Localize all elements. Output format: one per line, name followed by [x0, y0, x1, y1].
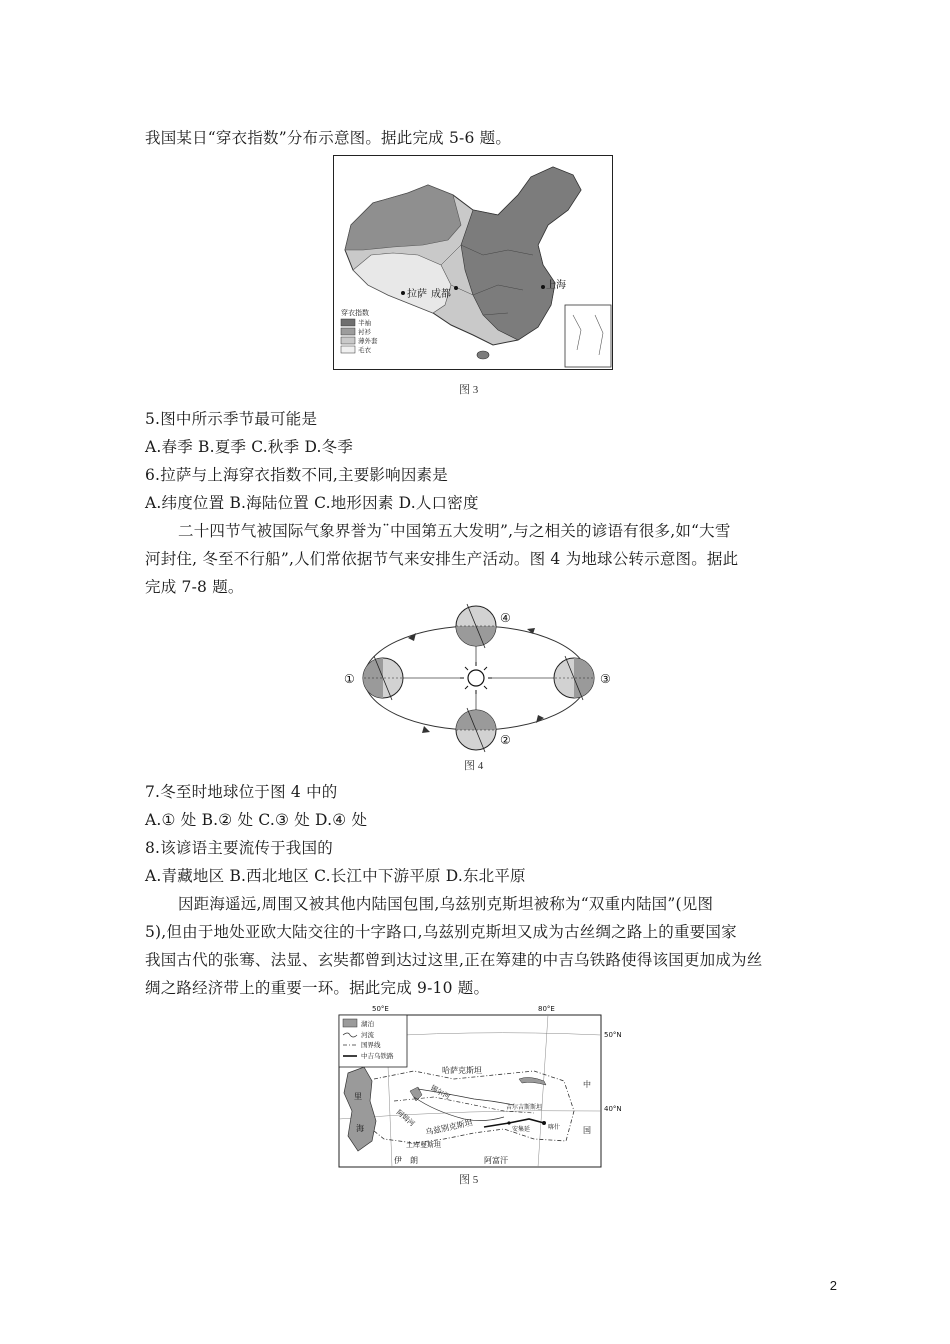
- figure-5-caption: 图 5: [459, 1174, 479, 1186]
- position-label-1: ①: [344, 672, 355, 686]
- position-label-4: ④: [500, 611, 511, 625]
- label-turkmenistan: 土库曼斯坦: [406, 1141, 441, 1149]
- figure-5-map: [334, 1001, 634, 1175]
- figure-3-caption: 图 3: [459, 384, 479, 396]
- label-afghanistan: 阿富汗: [484, 1156, 508, 1165]
- lat-50n: 50°N: [604, 1031, 622, 1039]
- label-syr-river: 锡尔河: [429, 1083, 452, 1102]
- intro-5-6: 我国某日“穿衣指数”分布示意图。据此完成 5-6 题。: [145, 129, 512, 147]
- legend-title: 穿衣指数: [341, 309, 369, 317]
- legend-item: 国界线: [361, 1041, 381, 1049]
- passage-7-8-line: 完成 7-8 题。: [145, 578, 244, 596]
- legend-item: 薄外套: [358, 337, 378, 345]
- label-uzbekistan: 乌兹别克斯坦: [424, 1118, 474, 1137]
- legend-item: 衬衫: [358, 328, 371, 336]
- label-china-1: 中: [583, 1080, 591, 1089]
- question-5-stem: 5.图中所示季节最可能是: [145, 410, 318, 428]
- question-6-stem: 6.拉萨与上海穿衣指数不同,主要影响因素是: [145, 466, 448, 484]
- passage-9-10-line: 因距海遥远,周围又被其他内陆国包围,乌兹别克斯坦被称为“双重内陆国”(见图: [178, 895, 714, 913]
- question-6-options: A.纬度位置 B.海陆位置 C.地形因素 D.人口密度: [145, 494, 479, 512]
- passage-7-8-line: 河封住, 冬至不行船”,人们常依据节气来安排生产活动。图 4 为地球公转示意图。据此: [145, 550, 739, 568]
- label-kazakhstan: 哈萨克斯坦: [442, 1066, 482, 1075]
- legend-item: 毛衣: [358, 346, 371, 354]
- legend-item: 中吉乌铁路: [361, 1052, 394, 1060]
- passage-9-10-line: 绸之路经济带上的重要一环。据此完成 9-10 题。: [145, 979, 490, 997]
- city-shanghai: 上海: [546, 280, 566, 291]
- position-label-3: ③: [600, 672, 611, 686]
- passage-7-8-line: 二十四节气被国际气象界誉为¨中国第五大发明”,与之相关的谚语有很多,如“大雪: [178, 522, 731, 540]
- label-andijan: 安集延: [512, 1126, 531, 1133]
- label-china-2: 国: [583, 1126, 591, 1135]
- passage-9-10-line: 5),但由于地处亚欧大陆交往的十字路口,乌兹别克斯坦又成为古丝绸之路上的重要国家: [145, 923, 737, 941]
- figure-3-map: [333, 155, 613, 374]
- label-caspian-1: 里: [354, 1092, 362, 1101]
- figure-4-caption: 图 4: [464, 760, 484, 772]
- passage-9-10-line: 我国古代的张骞、法显、玄奘都曾到达过这里,正在筹建的中吉乌铁路使得该国更加成为丝: [145, 951, 763, 969]
- position-label-2: ②: [500, 733, 511, 747]
- city-lasa: 拉萨: [407, 289, 427, 300]
- page-number: 2: [829, 1278, 837, 1293]
- label-kyrgyzstan: 吉尔吉斯斯坦: [506, 1104, 543, 1111]
- label-caspian-2: 海: [356, 1124, 364, 1133]
- legend-item: 半袖: [358, 319, 371, 327]
- label-amu-river: 阿姆河: [394, 1108, 416, 1129]
- legend-item: 湖泊: [361, 1020, 374, 1028]
- question-7-options: A.① 处 B.② 处 C.③ 处 D.④ 处: [145, 811, 368, 829]
- lat-40n: 40°N: [604, 1105, 622, 1113]
- legend-item: 河流: [361, 1031, 374, 1039]
- question-7-stem: 7.冬至时地球位于图 4 中的: [145, 783, 338, 801]
- question-8-stem: 8.该谚语主要流传于我国的: [145, 839, 333, 857]
- label-kashgar: 喀什: [548, 1124, 561, 1131]
- lon-50e: 50°E: [372, 1005, 389, 1013]
- lon-80e: 80°E: [538, 1005, 555, 1013]
- figure-4-orbit: [338, 600, 618, 762]
- label-iran: 伊 朗: [394, 1156, 418, 1165]
- city-chengdu: 成都: [431, 289, 451, 300]
- question-8-options: A.青藏地区 B.西北地区 C.长江中下游平原 D.东北平原: [145, 867, 526, 885]
- question-5-options: A.春季 B.夏季 C.秋季 D.冬季: [145, 438, 354, 456]
